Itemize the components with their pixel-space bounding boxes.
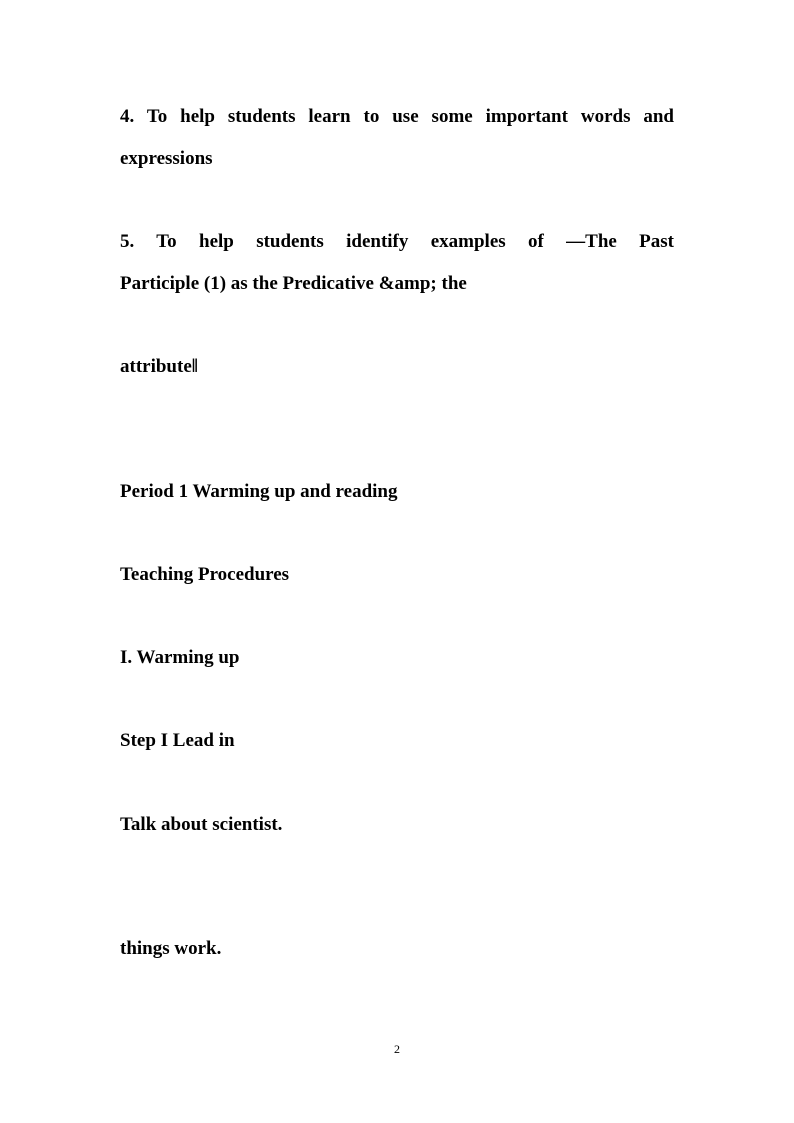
step-heading: Step I Lead in (120, 730, 235, 751)
objective-4-line-2: expressions (120, 148, 213, 169)
section-heading: I. Warming up (120, 647, 240, 668)
fragment-text: things work. (120, 938, 222, 959)
objective-5-line-2: Participle (1) as the Predicative &amp; the (120, 273, 467, 294)
objective-5-line-1: 5. To help students identify examples of —The Past (120, 231, 674, 252)
objective-5-line-3: attribute‖ (120, 356, 198, 377)
procedures-heading: Teaching Procedures (120, 564, 290, 585)
step-text: Talk about scientist. (120, 814, 283, 835)
period-heading: Period 1 Warming up and reading (120, 481, 398, 502)
page-number: 2 (394, 1042, 400, 1056)
objective-4-line-1: 4. To help students learn to use some important words and (120, 106, 674, 127)
